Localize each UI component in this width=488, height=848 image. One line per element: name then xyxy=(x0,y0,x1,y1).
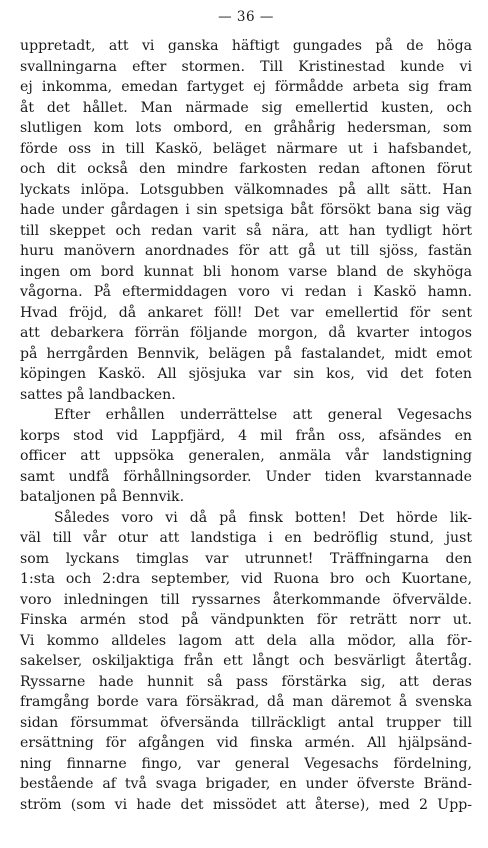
text-line: bataljonen på Bennvik. xyxy=(20,489,185,505)
text-line: slutligen kom lots ombord, en gråhårig hedersman, som xyxy=(20,120,472,136)
text-line: sidan försummat öfversända tillräckligt antal trupper till xyxy=(20,714,472,731)
text-line: sakelser, oskiljaktiga från ett långt och besvärligt återtåg. xyxy=(20,653,472,669)
text-line: ersättning för afgången vid finska armén. All hjälpsänd- xyxy=(20,735,472,751)
book-page xyxy=(20,8,472,815)
body-text xyxy=(20,36,472,815)
text-line: ström (som vi hade det missödet att återse), med 2 Upp- xyxy=(20,796,472,813)
text-line: svallningarna efter stormen. Till Kristinestad kunde vi xyxy=(20,58,472,75)
text-line: officer att uppsöka generalen, anmäla vår landstigning xyxy=(20,448,472,464)
text-line: som lyckans timglas var utrunnet! Träffningarna den xyxy=(20,550,472,567)
text-line: samt undfå förhållningsorder. Under tiden kvarstannade xyxy=(20,468,472,485)
text-line: sattes på landbacken. xyxy=(20,386,176,403)
text-line: lyckats inlöpa. Lotsgubben välkomnades på allt sätt. Han xyxy=(20,181,472,198)
text-line: huru manövern anordnades för att gå ut till sjöss, fastän xyxy=(20,243,472,259)
text-line: Således voro vi då på finsk botten! Det hörde lik- xyxy=(54,509,472,526)
text-line: framgång borde vara försäkrad, då man däremot å svenska xyxy=(20,694,472,710)
text-line: Ryssarne hade hunnit så pass förstärka sig, att deras xyxy=(20,673,472,690)
text-line: vågorna. På eftermiddagen voro vi redan i Kaskö hamn. xyxy=(20,284,472,300)
text-line: väl till vår otur att landstiga i en bedröflig stund, just xyxy=(20,530,472,546)
text-line: att debarkera förrän följande morgon, då kvarter intogos xyxy=(20,325,472,341)
text-line: åt det hållet. Man närmade sig emellertid kusten, och xyxy=(20,99,472,116)
text-line: 1:sta och 2:dra september, vid Ruona bro och Kuortane, xyxy=(20,571,472,587)
text-line: ning finnarne fingo, var general Vegesachs fördelning, xyxy=(20,755,472,772)
text-line: voro inledningen till ryssarnes återkommande öfvervälde. xyxy=(20,591,472,608)
text-line: till skeppet och redan varit så nära, att han tydligt hört xyxy=(20,222,472,239)
text-line: förde oss in till Kaskö, beläget närmare ut i hafsbandet, xyxy=(20,140,472,157)
text-line: köpingen Kaskö. All sjösjuka var sin kos, vid det foten xyxy=(20,366,472,382)
text-line: Vi kommo alldeles lagom att dela alla mödor, alla för- xyxy=(20,632,472,649)
text-line: Finska armén stod på vändpunkten för reträtt norr ut. xyxy=(20,612,472,628)
text-line: på herrgården Bennvik, belägen på fastalandet, midt emot xyxy=(20,345,472,362)
text-line: Efter erhållen underrättelse att general Vegesachs xyxy=(54,407,472,423)
page-number: — 36 — xyxy=(218,9,274,25)
text-line: bestående af två svaga brigader, en under öfverste Bränd- xyxy=(20,776,472,792)
text-line: ingen om bord kunnat bli honom varse bland de skyhöga xyxy=(20,263,472,280)
text-line: Hvad fröjd, då ankaret föll! Det var emellertid för sent xyxy=(20,304,472,321)
text-line: uppretadt, att vi ganska häftigt gungades på de höga xyxy=(20,38,472,54)
text-line: och dit också den mindre farkosten redan aftonen förut xyxy=(20,161,472,177)
text-line: hade under gårdagen i sin spetsiga båt försökt bana sig väg xyxy=(20,202,472,218)
text-line: ej inkomma, emedan fartyget ej förmådde arbeta sig fram xyxy=(20,79,472,95)
text-line: korps stod vid Lappfjärd, 4 mil från oss, afsändes en xyxy=(20,427,472,444)
